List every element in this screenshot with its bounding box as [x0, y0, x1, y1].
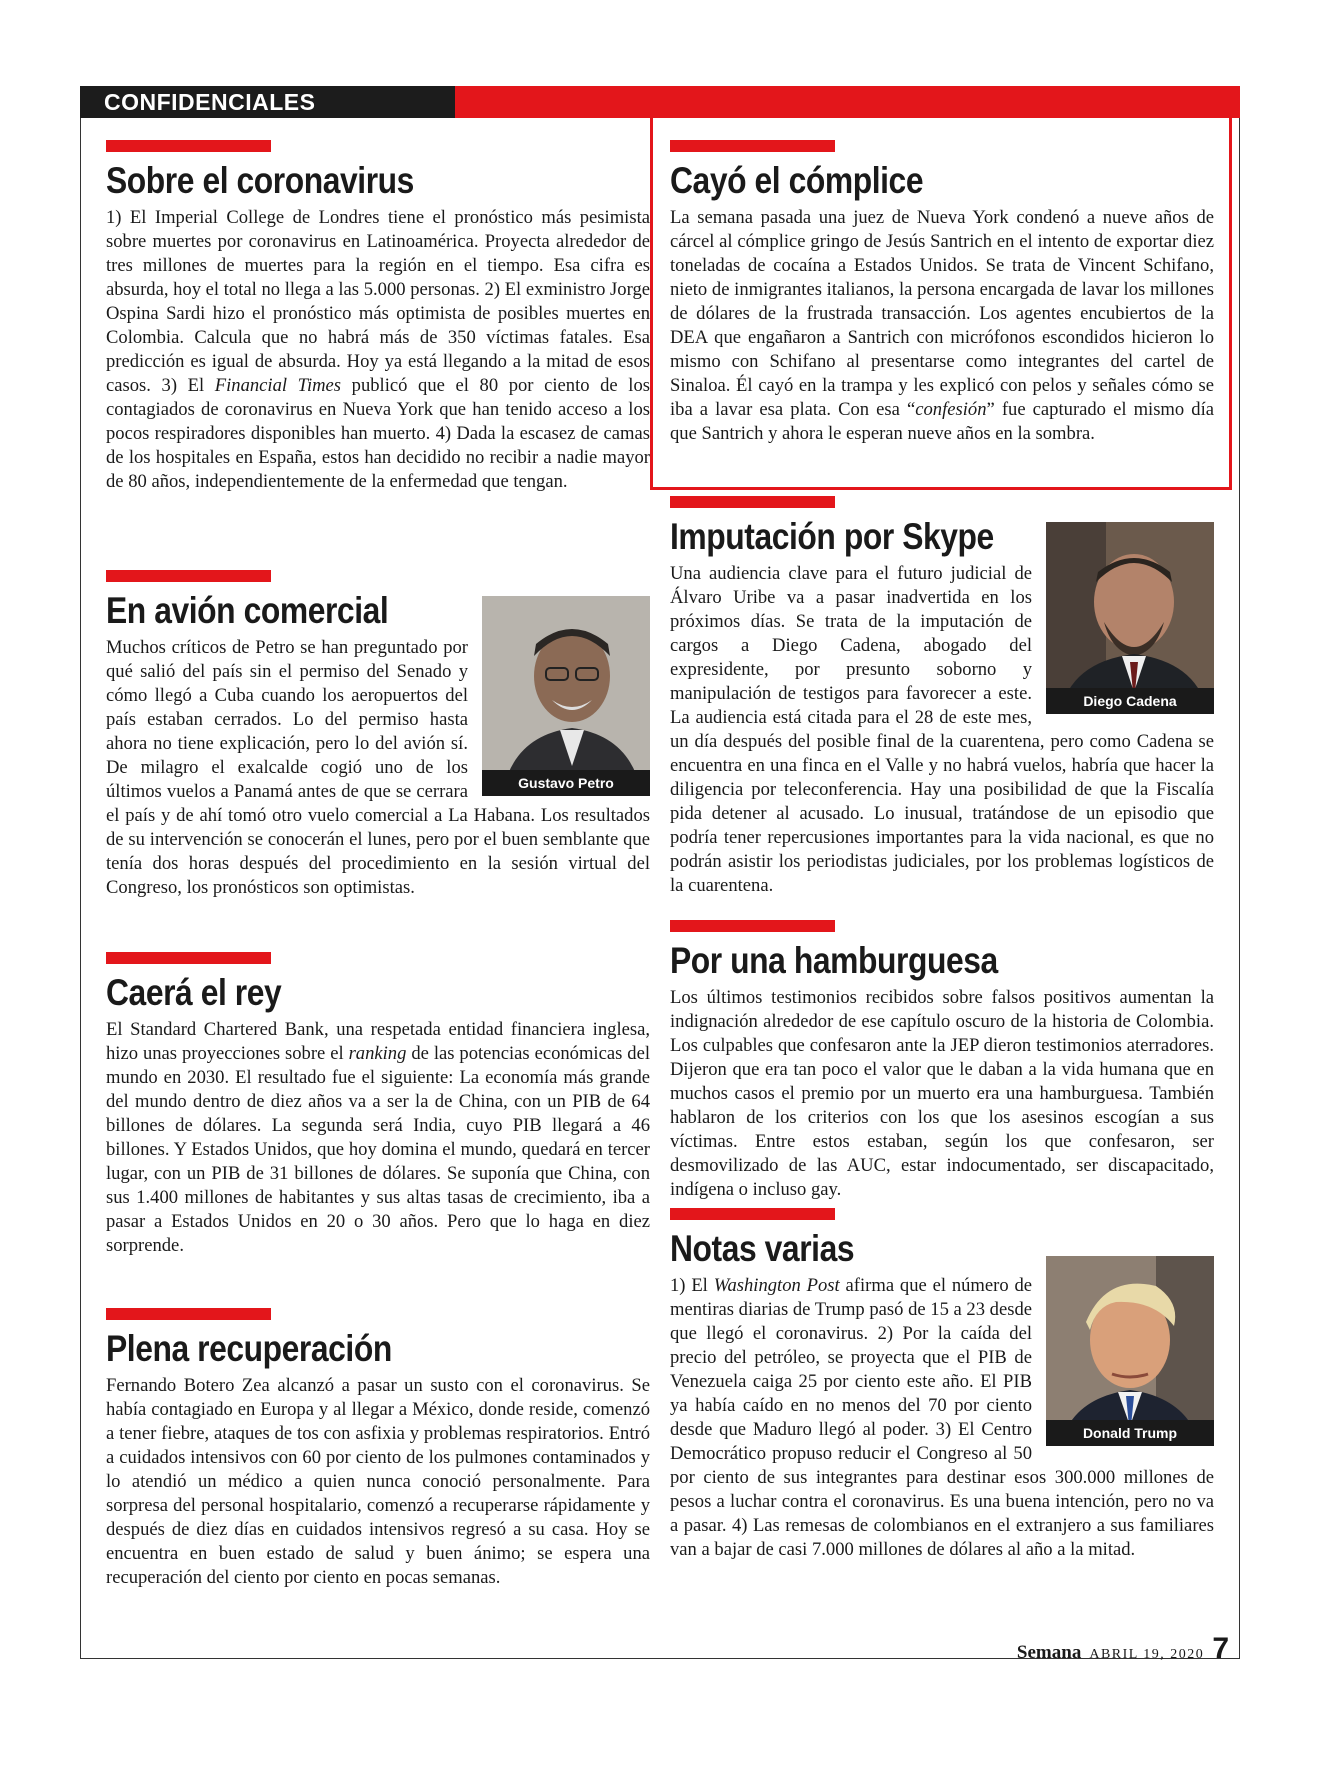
article-recuperacion: [106, 1308, 650, 1590]
article-body: Una audiencia clave para el futuro judicial de Álvaro Uribe va a pasar inadvertida en los próximos días. Se trata de la imputación de cargos a Diego Cadena, abogado del expresidente, por presunto soborno y manipulación de testigos para favorecer a este. La audiencia está citada para el 28 de este mes, un día después del posible final de la cuarentena, pero como Cadena se encuentra en una finca en el Valle y no habrá vuelos, habría que hacer la diligencia por teleconferencia. Hay una posibilidad de que la Fiscalía pida detener al acusado. Lo inusual, tratándose de un episodio que podría tener repercusiones importantes para la vida nacional, es que no podrán asistir los periodistas judiciales, por los problemas logísticos de la cuarentena.: [670, 563, 1214, 896]
article-red-bar: [106, 570, 271, 582]
section-title: CONFIDENCIALES: [80, 86, 455, 118]
article-title: Imputación por Skype: [670, 516, 994, 557]
page-footer: [1017, 1632, 1229, 1666]
article-coronavirus: [106, 140, 650, 494]
portrait-silhouette: [1046, 522, 1214, 714]
photo-diego-cadena: [1046, 522, 1214, 714]
article-red-bar: [670, 1208, 835, 1220]
article-body: El Standard Chartered Bank, una respetada entidad financiera inglesa, hizo unas proyecciones sobre el ranking de las potencias económicas del mundo en 2030. El resultado fue el siguiente: La economía más grande del mundo dentro de diez años va a ser la de China, con un PIB de 64 billones de dólares. La segunda será India, cuyo PIB llegará a 46 billones. Y Estados Unidos, que hoy domina el mundo, quedará en tercer lugar, con un PIB de 31 billones de dólares. Se suponía que China, con sus 1.400 millones de habitantes y sus altas tasas de crecimiento, iba a pasar a Estados Unidos en 20 o 30 años. Pero que lo haga en diez sorprende.: [106, 1019, 650, 1256]
article-rey: [106, 952, 650, 1258]
photo-caption: Donald Trump: [1046, 1420, 1214, 1446]
article-title: Caerá el rey: [106, 972, 282, 1013]
photo-donald-trump: [1046, 1256, 1214, 1446]
article-skype: [670, 496, 1214, 898]
article-title: Cayó el cómplice: [670, 160, 924, 201]
footer-page-number: 7: [1212, 1632, 1229, 1665]
article-body: La semana pasada una juez de Nueva York condenó a nueve años de cárcel al cómplice gringo de Jesús Santrich en el intento de exportar diez toneladas de cocaína a Estados Unidos. Se trata de Vincent Schifano, nieto de inmigrantes italianos, la persona encargada de lavar los millones de dólares de la frustrada transacción. Los agentes encubiertos de la DEA que engañaron a Santrich con micrófonos escondidos hicieron lo mismo con Schifano al presentarse como integrantes del cartel de Sinaloa. Él cayó en la trampa y les explicó con pelos y señales cómo se iba a lavar esa plata. Con esa “confesión” fue capturado el mismo día que Santrich y ahora le esperan nueve años en la sombra.: [670, 207, 1214, 444]
article-hamburguesa: [670, 920, 1214, 1202]
article-red-bar: [670, 140, 835, 152]
photo-caption: Gustavo Petro: [482, 770, 650, 796]
article-red-bar: [106, 952, 271, 964]
article-avion: [106, 570, 650, 900]
footer-magazine: Semana: [1016, 1642, 1082, 1663]
article-title: Sobre el coronavirus: [106, 160, 414, 201]
article-complice: [670, 140, 1214, 446]
photo-gustavo-petro: [482, 596, 650, 796]
article-body: Muchos críticos de Petro se han preguntado por qué salió del país sin el permiso del Senado y cómo llegó a Cuba cuando los aeropuertos del país estaban cerrados. Lo del permiso hasta ahora no tiene explicación, pero lo del avión sí. De milagro el exalcalde cogió uno de los últimos vuelos a Panamá antes de que se cerrara el país y de ahí tomó otro vuelo comercial a La Habana. Los resultados de su intervención se conocerán el lunes, pero por el buen semblante que tenía dos horas después del procedimiento en la sesión virtual del Congreso, los pronósticos son optimistas.: [106, 637, 650, 898]
article-red-bar: [670, 496, 835, 508]
article-title: Notas varias: [670, 1228, 855, 1269]
article-red-bar: [670, 920, 835, 932]
article-red-bar: [106, 1308, 271, 1320]
footer-date: ABRIL 19, 2020: [1089, 1647, 1205, 1662]
article-body: Los últimos testimonios recibidos sobre falsos positivos aumentan la indignación alrededor de ese capítulo oscuro de la historia de Colombia. Los culpables que confesaron ante la JEP dieron testimonios aterradores. Dijeron que era tan poco el valor que le daban a la vida humana que en muchos casos el premio por un muerto era una hamburguesa. También hablaron de los criterios con los que los asesinos escogían a sus víctimas. Entre estos estaban, según los que confesaron, ser desmovilizado de las AUC, estar indocumentado, ser discapacitado, indígena o incluso gay.: [670, 987, 1214, 1200]
article-title: Por una hamburguesa: [670, 940, 998, 981]
article-body: 1) El Washington Post afirma que el número de mentiras diarias de Trump pasó de 15 a 23 desde que llegó el coronavirus. 2) Por la caída del precio del petróleo, se proyecta que el PIB de Venezuela caiga 25 por ciento este año. El PIB ya había caído en no menos del 70 por ciento desde que Maduro llegó al poder. 3) El Centro Democrático propuso reducir el Congreso al 50 por ciento de sus integrantes para destinar esos 300.000 millones de pesos a luchar contra el coronavirus. Es una buena intención, pero no va a pasar. 4) Las remesas de colombianos en el extranjero a sus familiares van a bajar de casi 7.000 millones de dólares al año a la mitad.: [670, 1275, 1214, 1560]
portrait-silhouette: [482, 596, 650, 796]
article-title: En avión comercial: [106, 590, 389, 631]
article-title: Plena recuperación: [106, 1328, 392, 1369]
article-body: 1) El Imperial College de Londres tiene el pronóstico más pesimista sobre muertes por coronavirus en Latinoamérica. Proyecta alrededor de tres millones de muertes para la región en el tiempo. Esa cifra es absurda, hoy el total no llega a las 5.000 personas. 2) El exministro Jorge Ospina Sardi hizo el pronóstico más optimista de posibles muertes en Colombia. Calcula que no habrá más de 350 víctimas fatales. Esa predicción es igual de absurda. Hoy ya está llegando a la mitad de esos casos. 3) El Financial Times publicó que el 80 por ciento de los contagiados de coronavirus en Nueva York que han tenido acceso a los pocos respiradores disponibles han muerto. 4) Dada la escasez de camas de los hospitales en España, estos han decidido no recibir a nadie mayor de 80 años, independientemente de la enfermedad que tengan.: [106, 207, 650, 492]
photo-caption: Diego Cadena: [1046, 688, 1214, 714]
portrait-silhouette: [1046, 1256, 1214, 1446]
article-notas: [670, 1208, 1214, 1562]
article-body: Fernando Botero Zea alcanzó a pasar un susto con el coronavirus. Se había contagiado en Europa y al llegar a México, donde reside, comenzó a tener fiebre, ataques de tos con asfixia y problemas respiratorios. Entró a cuidados intensivos con 60 por ciento de los pulmones contaminados y lo atendió un médico a quien nunca conoció personalmente. Para sorpresa del personal hospitalario, comenzó a recuperarse rápidamente y después de diez días en cuidados intensivos regresó a su casa. Hoy se encuentra en buen estado de salud y buen ánimo; se espera una recuperación del ciento por ciento en pocas semanas.: [106, 1375, 650, 1588]
article-red-bar: [106, 140, 271, 152]
